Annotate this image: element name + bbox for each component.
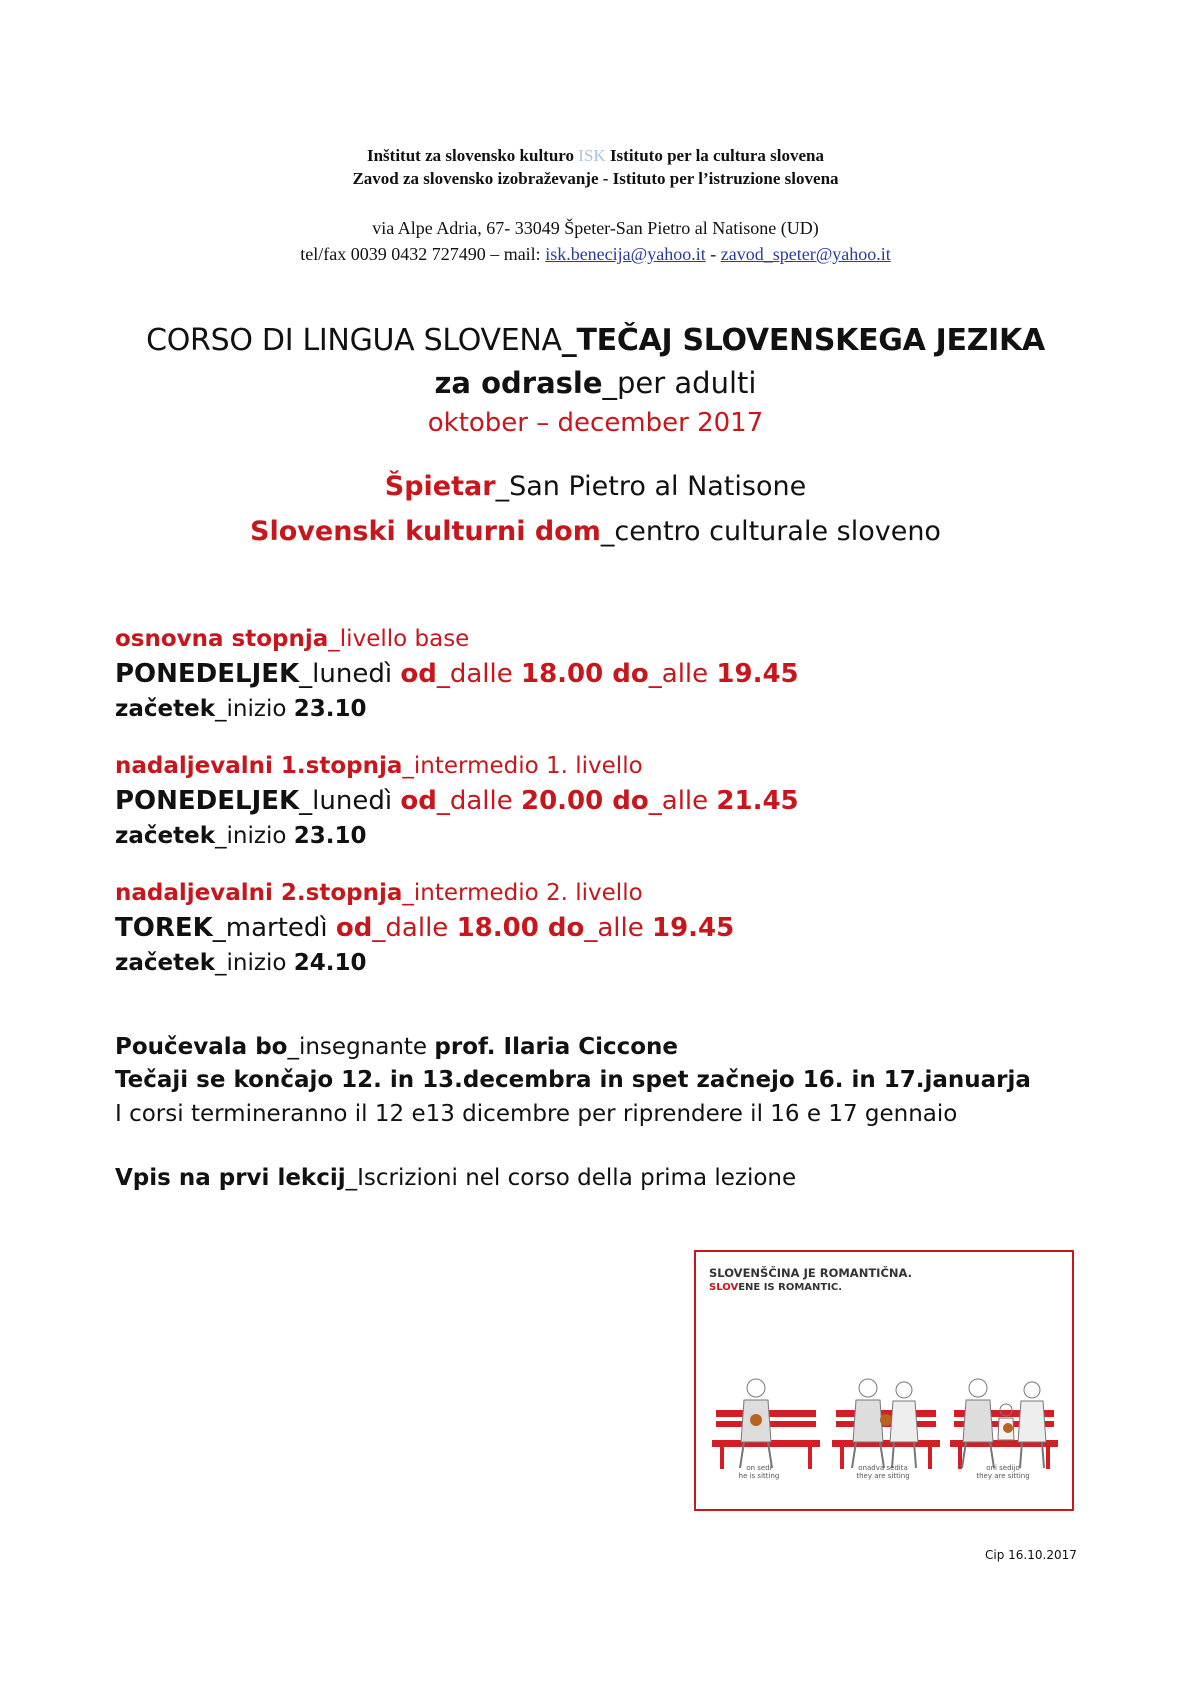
isk-mark: ISK [578, 146, 606, 165]
email-link-isk[interactable]: isk.benecija@yahoo.it [545, 244, 706, 264]
course-from-it: _dalle [372, 913, 457, 943]
course-level-sl: osnovna stopnja [115, 626, 329, 652]
venue-sl: Slovenski kulturni dom [250, 516, 601, 547]
institute-name-sl: Inštitut za slovensko kulturo [366, 146, 579, 165]
course-audience [0, 366, 1191, 400]
course-day-it: _lunedì [299, 786, 401, 816]
course-to-time: 19.45 [651, 913, 735, 943]
address-line: via Alpe Adria, 67- 33049 Špeter-San Pietro al Natisone (UD) [372, 218, 819, 238]
caption-single [714, 1464, 804, 1480]
course-to-time: 19.45 [716, 659, 799, 689]
email-link-zavod[interactable]: zavod_speter@yahoo.it [720, 244, 891, 264]
course-level [115, 626, 469, 652]
course-schedule [115, 786, 799, 816]
break-note-it: I corsi termineranno il 12 e13 dicembre per riprendere il 16 e 17 gennaio [115, 1101, 958, 1127]
header-line-1 [0, 146, 1191, 166]
audience-it: _per adulti [602, 366, 757, 400]
caption-family-sl: oni sedijo [986, 1464, 1020, 1472]
contact-line [0, 244, 1191, 265]
illustration-title-en-rest: ENE IS ROMANTIC. [738, 1282, 843, 1293]
course-start-sl: začetek [115, 950, 216, 976]
course-day-it: _lunedì [299, 659, 401, 689]
teacher-name: prof. Ilaria Ciccone [434, 1034, 679, 1060]
course-start-date: 24.10 [293, 950, 367, 976]
course-level-it: _intermedio 2. livello [402, 880, 643, 906]
course-from-sl: od [400, 659, 437, 689]
course-day-sl: PONEDELJEK [115, 786, 300, 816]
bench-family-icon [950, 1379, 1058, 1469]
course-level-sl: nadaljevalni 1.stopnja [115, 753, 403, 779]
enrollment-sl: Vpis na prvi lekcij [115, 1165, 346, 1191]
course-from-sl: od [400, 786, 437, 816]
course-to-it: _alle [648, 786, 717, 816]
course-day-sl: PONEDELJEK [115, 659, 300, 689]
course-day-sl: TOREK [115, 913, 213, 943]
course-start-sl: začetek [115, 696, 216, 722]
footer-stamp: Cip 16.10.2017 [985, 1548, 1077, 1562]
location-venue [0, 516, 1191, 547]
venue-it: _centro culturale sloveno [600, 516, 941, 547]
course-schedule [115, 913, 734, 943]
course-level-it: _livello base [328, 626, 470, 652]
bench-couple-icon [832, 1379, 940, 1469]
course-start-date: 23.10 [293, 823, 367, 849]
caption-family-en: they are sitting [976, 1472, 1030, 1480]
caption-couple-en: they are sitting [856, 1472, 910, 1480]
enrollment-line [115, 1165, 796, 1191]
town-sl: Špietar [384, 471, 496, 502]
course-schedule [115, 659, 799, 689]
course-title [0, 323, 1191, 358]
course-level-sl: nadaljevalni 2.stopnja [115, 880, 403, 906]
illustration-title-sl: SLOVENŠČINA JE ROMANTIČNA. [709, 1266, 912, 1280]
course-start-date: 23.10 [293, 696, 367, 722]
course-start [115, 696, 367, 722]
course-level [115, 753, 643, 779]
course-start [115, 950, 367, 976]
institute-name-it: Istituto per la cultura slovena [605, 146, 825, 165]
course-from-time: 20.00 [520, 786, 604, 816]
teacher-line [115, 1034, 678, 1060]
course-from-time: 18.00 [456, 913, 539, 943]
course-start-it: _inizio [215, 696, 294, 722]
course-to-sl: do [538, 913, 585, 943]
enrollment-it: _Iscrizioni nel corso della prima lezione [345, 1165, 797, 1191]
course-start-it: _inizio [215, 823, 294, 849]
phone-mail-prefix: tel/fax 0039 0432 727490 – mail: [300, 244, 546, 264]
course-start [115, 823, 367, 849]
course-from-sl: od [335, 913, 373, 943]
caption-single-en: he is sitting [738, 1472, 780, 1480]
email-separator: - [705, 244, 721, 264]
course-to-time: 21.45 [716, 786, 799, 816]
course-to-sl: do [603, 659, 649, 689]
course-level [115, 880, 643, 906]
break-note-sl: Tečaji se končajo 12. in 13.decembra in spet začnejo 16. in 17.januarja [115, 1067, 1031, 1093]
course-from-it: _dalle [436, 659, 521, 689]
course-to-it: _alle [584, 913, 652, 943]
location-town [0, 471, 1191, 502]
town-it: _San Pietro al Natisone [495, 471, 807, 502]
course-to-it: _alle [648, 659, 717, 689]
teacher-label-it: _insegnante [287, 1034, 435, 1060]
course-start-it: _inizio [215, 950, 294, 976]
bench-single-icon [712, 1379, 820, 1469]
course-start-sl: začetek [115, 823, 216, 849]
course-title-it: CORSO DI LINGUA SLOVENA [146, 323, 562, 358]
course-day-it: _martedì [212, 913, 336, 943]
teacher-label-sl: Poučevala bo [115, 1034, 288, 1060]
benches-drawing [696, 1292, 1072, 1492]
course-from-time: 18.00 [520, 659, 604, 689]
illustration-title-en-red: SLOV [709, 1282, 739, 1293]
course-to-sl: do [603, 786, 649, 816]
course-level-it: _intermedio 1. livello [402, 753, 643, 779]
header-line-2: Zavod za slovensko izobraževanje - Istituto per l’istruzione slovena [352, 169, 839, 188]
course-from-it: _dalle [436, 786, 521, 816]
romantic-illustration [694, 1250, 1074, 1511]
course-title-sl: _TEČAJ SLOVENSKEGA JEZIKA [561, 323, 1045, 358]
caption-single-sl: on sedi [746, 1464, 772, 1472]
caption-family [958, 1464, 1048, 1480]
course-dates: oktober – december 2017 [427, 408, 764, 438]
caption-couple-sl: onadva sedita [858, 1464, 908, 1472]
caption-couple [838, 1464, 928, 1480]
audience-sl: za odrasle [434, 366, 603, 400]
